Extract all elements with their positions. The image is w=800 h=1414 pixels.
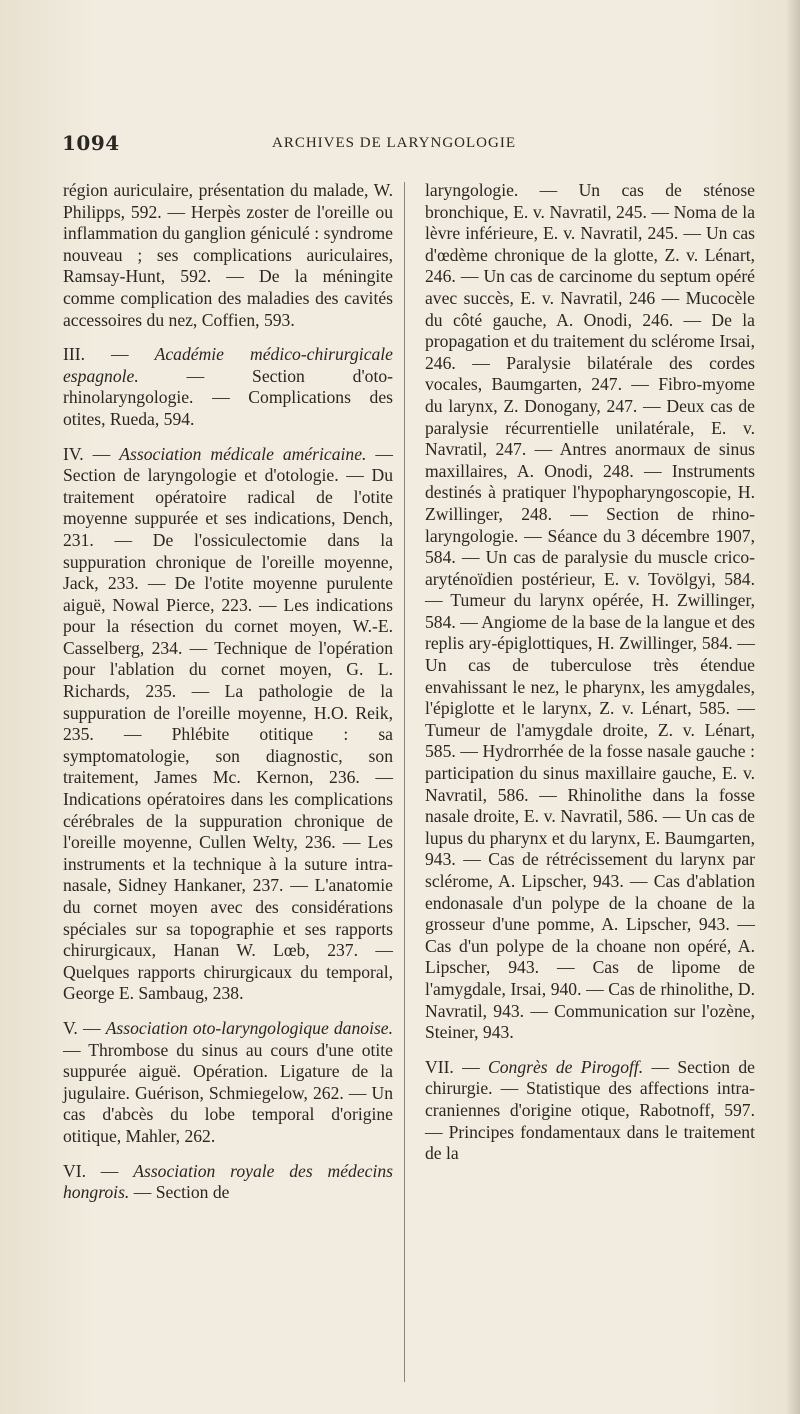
left-continuation-text: région auriculaire, présentation du malade, W. Philipps, 592. — Herpès zoster de l'oreille ou inflammation du ganglion géniculé : syndrome nouveau ; ses complications auriculaires, Ramsay-Hunt, 592. — De la méningite comme complication des maladies des cavités accessoires du nez, Coffien, 593.: [63, 180, 393, 330]
entry-text: — Thrombose du sinus au cours d'une otite suppurée aiguë. Opération. Ligature de la jugulaire. Guérison, Schmiegelow, 262. — Un cas d'abcès du lobe temporal d'origine otitique, Mahler, 262.: [63, 1039, 393, 1146]
entry-number: VI. —: [63, 1160, 119, 1181]
entry-institution: Congrès de Pirogoff.: [487, 1056, 644, 1077]
index-entry-v: [63, 1018, 393, 1148]
index-entry-vii: [425, 1057, 755, 1165]
entry-number: V. —: [63, 1017, 101, 1038]
right-column: [425, 180, 755, 1178]
page-number: 1094: [62, 131, 120, 155]
right-continuation-text: laryngologie. — Un cas de sténose bronchique, E. v. Navratil, 245. — Noma de la lèvre inférieure, E. v. Navratil, 245. — Un cas d'œdème chronique de la glotte, Z. v. Lénart, 246. — Un cas de carcinome du septum opéré avec succès, E. v. Navratil, 246 — Mucocèle du côté gauche, A. Onodi, 246. — De la propagation et du traitement du sclérome Irsai, 246. — Paralysie bilatérale des cordes vocales, Baumgarten, 247. — Fibro-myome du larynx, Z. Donogany, 247. — Deux cas de paralysie récurrentielle unilatérale, E. v. Navratil, 247. — Antres anormaux de sinus maxillaires, A. Onodi, 248. — Instruments destinés à pratiquer l'hypopharyngoscopie, H. Zwillinger, 248. — Section de rhino-laryngologie. — Séance du 3 décembre 1907, 584. — Un cas de paralysie du muscle crico-aryténoïdien postérieur, E. v. Tovölgyi, 584. — Tumeur du larynx opérée, H. Zwillinger, 584. — Angiome de la base de la langue et des replis ary-épiglottiques, H. Zwillinger, 584. — Un cas de tuberculose très étendue envahissant le nez, le pharynx, les amygdales, l'épiglotte et le larynx, Z. v. Lénart, 585. — Tumeur de l'amygdale droite, Z. v. Lénart, 585. — Hydrorrhée de la fosse nasale gauche : participation du sinus maxillaire gauche, E. v. Navratil, 586. — Rhinolithe dans la fosse nasale droite, E. v. Navratil, 586. — Un cas de lupus du pharynx et du larynx, E. Baumgarten, 943. — Cas de rétrécissement du larynx par sclérome, A. Lipscher, 943. — Cas d'ablation endonasale d'un polype de la choane de la grosseur d'une pomme, A. Lipscher, 943. — Cas d'un polype de la choane non opéré, A. Lipscher, 943. — Cas de lipome de l'amygdale, Irsai, 940. — Cas de rhinolithe, D. Navratil, 943. — Communication sur l'ozène, Steiner, 943.: [425, 180, 755, 1043]
index-entry-iv: [63, 444, 393, 1005]
entry-institution: Association oto-laryngologique danoise.: [105, 1017, 394, 1038]
page-header: [62, 131, 762, 161]
entry-number: IV. —: [63, 443, 111, 464]
entry-number: III. —: [63, 344, 129, 365]
index-entry-vi: [63, 1161, 393, 1204]
entry-text: — Section de laryngologie et d'otologie. — Du traitement opératoire radical de l'otite moyenne suppurée et ses indications, Dench, 231. — De l'ossiculectomie dans la suppuration chronique de l'oreille moyenne, Jack, 233. — De l'otite moyenne purulente aiguë, Nowal Pierce, 223. — Les indications pour la résection du cornet moyen, W.-E. Casselberg, 234. — Technique de l'opération pour l'ablation du cornet moyen, G. L. Richards, 235. — La pathologie de la suppuration de l'oreille moyenne, H.O. Reik, 235. — Phlébite otitique : sa symptomatologie, son diagnostic, son traitement, James Mc. Kernon, 236. — Indications opératoires dans les complications cérébrales de la suppuration chronique de l'oreille moyenne, Cullen Welty, 236. — Les instruments et la technique à la suture intra-nasale, Sidney Hankaner, 237. — L'anatomie du cornet moyen avec des considérations spéciales sur sa topographie et ses rapports chirurgicaux, Hanan W. Lœb, 237. — Quelques rapports chirurgicaux du temporal, George E. Sambaug, 238.: [63, 443, 394, 1004]
entry-text: — Section de: [129, 1182, 230, 1203]
entry-institution: Académie médico-chirurgicale espagnole.: [63, 344, 393, 386]
index-entry-iii: [63, 344, 393, 430]
page-edge-shadow: [786, 0, 800, 1414]
entry-institution: Association médicale américaine.: [119, 443, 367, 464]
entry-number: VII. —: [425, 1056, 480, 1077]
entry-institution: Association royale des médecins hongrois.: [63, 1160, 393, 1203]
column-divider: [404, 182, 405, 1382]
entry-text: — Section d'oto-rhinolaryngologie. — Complications des otites, Rueda, 594.: [63, 365, 393, 429]
entry-text: — Section de chirurgie. — Statistique des affections intra-craniennes d'origine otique, Rabotnoff, 597. — Principes fondamentaux dans le traitement de la: [425, 1056, 755, 1164]
running-title: ARCHIVES DE LARYNGOLOGIE: [272, 135, 516, 151]
left-column: [63, 180, 393, 1217]
